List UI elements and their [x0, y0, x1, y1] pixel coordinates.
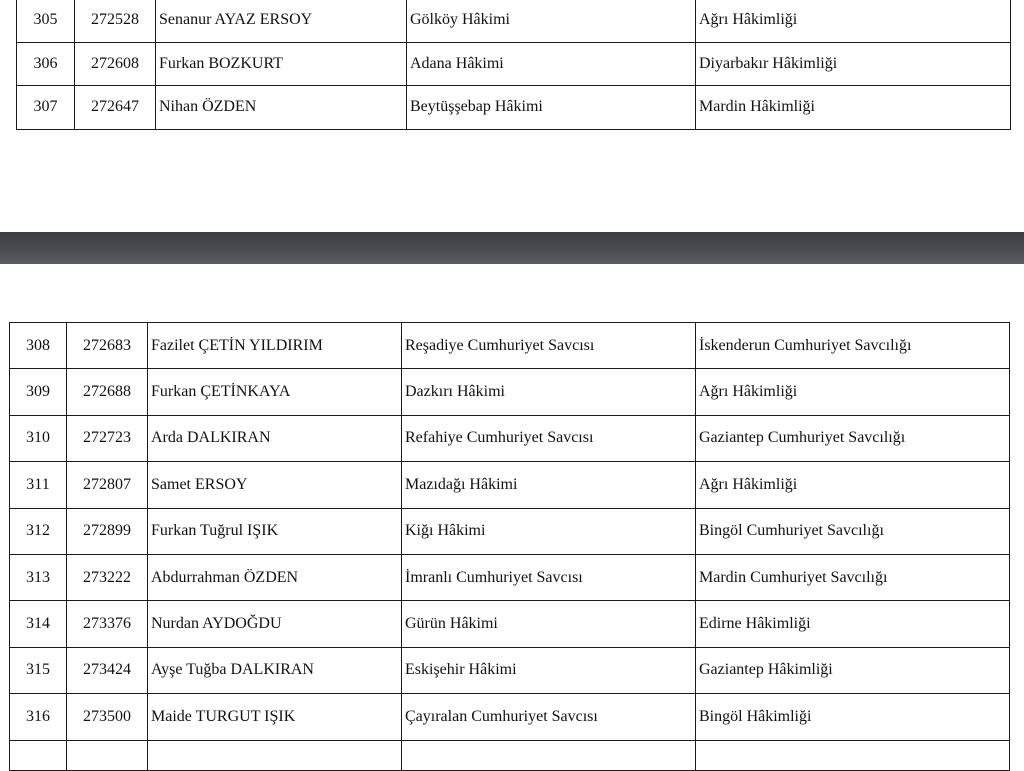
- row-number: 314: [10, 601, 67, 647]
- new-assignment: İskenderun Cumhuriyet Savcılığı: [696, 323, 1010, 369]
- table-row: [10, 415, 1010, 461]
- row-number: 306: [17, 42, 75, 86]
- table-row-partial: [10, 740, 1010, 770]
- person-name: Senanur AYAZ ERSOY: [156, 0, 407, 42]
- person-name: Samet ERSOY: [148, 462, 402, 508]
- person-name: Nurdan AYDOĞDU: [148, 601, 402, 647]
- page-separator: [0, 232, 1024, 264]
- registry-number: 272807: [67, 462, 148, 508]
- person-name: Furkan BOZKURT: [156, 42, 407, 86]
- table-row: [17, 0, 1011, 42]
- current-position: Reşadiye Cumhuriyet Savcısı: [402, 323, 696, 369]
- assignment-table-top: [16, 0, 1011, 130]
- registry-number: 273376: [67, 601, 148, 647]
- row-number: [10, 740, 67, 770]
- new-assignment: Bingöl Cumhuriyet Savcılığı: [696, 508, 1010, 554]
- person-name: Arda DALKIRAN: [148, 415, 402, 461]
- person-name: Fazilet ÇETİN YILDIRIM: [148, 323, 402, 369]
- new-assignment: Ağrı Hâkimliği: [696, 462, 1010, 508]
- person-name: Nihan ÖZDEN: [156, 86, 407, 130]
- table-row: [10, 554, 1010, 600]
- registry-number: 272528: [75, 0, 156, 42]
- registry-number: 272683: [67, 323, 148, 369]
- current-position: Refahiye Cumhuriyet Savcısı: [402, 415, 696, 461]
- row-number: 315: [10, 647, 67, 693]
- person-name: Abdurrahman ÖZDEN: [148, 554, 402, 600]
- registry-number: 272688: [67, 369, 148, 415]
- document-page-top: [0, 0, 1024, 232]
- registry-number: 272647: [75, 86, 156, 130]
- current-position: Mazıdağı Hâkimi: [402, 462, 696, 508]
- current-position: Beytüşşebap Hâkimi: [407, 86, 696, 130]
- table-row: [17, 86, 1011, 130]
- assignment-table-bottom: [9, 322, 1010, 771]
- row-number: 308: [10, 323, 67, 369]
- table-row: [10, 508, 1010, 554]
- current-position: [402, 740, 696, 770]
- row-number: 310: [10, 415, 67, 461]
- new-assignment: Mardin Hâkimliği: [696, 86, 1011, 130]
- registry-number: 272608: [75, 42, 156, 86]
- row-number: 305: [17, 0, 75, 42]
- document-page-bottom: [0, 264, 1024, 744]
- current-position: Çayıralan Cumhuriyet Savcısı: [402, 694, 696, 740]
- current-position: Gürün Hâkimi: [402, 601, 696, 647]
- row-number: 313: [10, 554, 67, 600]
- current-position: Gölköy Hâkimi: [407, 0, 696, 42]
- new-assignment: Ağrı Hâkimliği: [696, 0, 1011, 42]
- new-assignment: Ağrı Hâkimliği: [696, 369, 1010, 415]
- registry-number: 273424: [67, 647, 148, 693]
- new-assignment: [696, 740, 1010, 770]
- new-assignment: Gaziantep Hâkimliği: [696, 647, 1010, 693]
- table-row: [10, 369, 1010, 415]
- registry-number: 273500: [67, 694, 148, 740]
- registry-number: [67, 740, 148, 770]
- row-number: 316: [10, 694, 67, 740]
- registry-number: 273222: [67, 554, 148, 600]
- registry-number: 272899: [67, 508, 148, 554]
- new-assignment: Bingöl Hâkimliği: [696, 694, 1010, 740]
- person-name: Furkan Tuğrul IŞIK: [148, 508, 402, 554]
- table-row: [10, 323, 1010, 369]
- table-row: [10, 462, 1010, 508]
- row-number: 309: [10, 369, 67, 415]
- current-position: Adana Hâkimi: [407, 42, 696, 86]
- current-position: İmranlı Cumhuriyet Savcısı: [402, 554, 696, 600]
- table-row: [17, 42, 1011, 86]
- row-number: 312: [10, 508, 67, 554]
- new-assignment: Edirne Hâkimliği: [696, 601, 1010, 647]
- row-number: 307: [17, 86, 75, 130]
- table-row: [10, 694, 1010, 740]
- table-row: [10, 601, 1010, 647]
- person-name: Ayşe Tuğba DALKIRAN: [148, 647, 402, 693]
- current-position: Kiğı Hâkimi: [402, 508, 696, 554]
- current-position: Dazkırı Hâkimi: [402, 369, 696, 415]
- table-row: [10, 647, 1010, 693]
- new-assignment: Gaziantep Cumhuriyet Savcılığı: [696, 415, 1010, 461]
- person-name: [148, 740, 402, 770]
- new-assignment: Mardin Cumhuriyet Savcılığı: [696, 554, 1010, 600]
- new-assignment: Diyarbakır Hâkimliği: [696, 42, 1011, 86]
- row-number: 311: [10, 462, 67, 508]
- person-name: Maide TURGUT IŞIK: [148, 694, 402, 740]
- current-position: Eskişehir Hâkimi: [402, 647, 696, 693]
- registry-number: 272723: [67, 415, 148, 461]
- person-name: Furkan ÇETİNKAYA: [148, 369, 402, 415]
